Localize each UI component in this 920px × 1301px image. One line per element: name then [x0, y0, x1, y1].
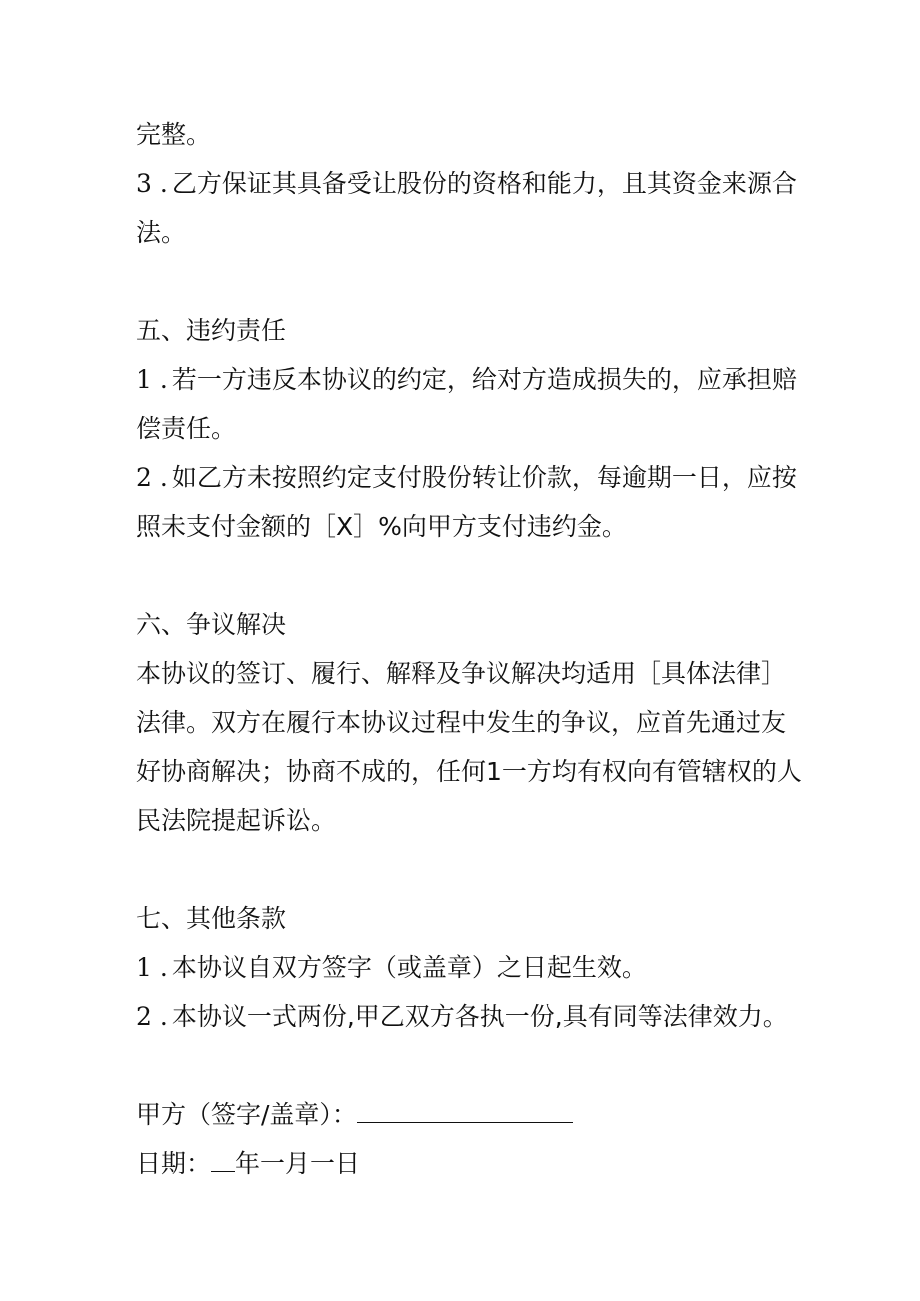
section5-item1-line1	[136, 355, 816, 404]
item-text: 本协议一式两份,甲乙双方各执一份,具有同等法律效力。	[171, 1002, 788, 1031]
item-number: 2 .	[136, 1002, 168, 1031]
date-year-blank[interactable]	[211, 1141, 235, 1172]
date-line	[136, 1139, 816, 1188]
section5-heading: 五、违约责任	[136, 316, 287, 345]
party-a-label: 甲方（签字/盖章）：	[136, 1100, 357, 1129]
paragraph-gap	[136, 845, 816, 894]
section6-line1: 本协议的签订、履行、解释及争议解决均适用［具体法律］	[136, 659, 787, 688]
date-label: 日期：	[136, 1149, 212, 1178]
paragraph-gap	[136, 257, 816, 306]
item-text: 本协议自双方签字（或盖章）之日起生效。	[171, 953, 647, 982]
item-text: 若一方违反本协议的约定，给对方造成损失的，应承担赔	[171, 365, 797, 394]
section5-item2-line1	[136, 453, 816, 502]
section5-item2-line2: 照未支付金额的［X］%向甲方支付违约金。	[136, 512, 627, 541]
item-text: 如乙方未按照约定支付股份转让价款，每逾期一日，应按	[171, 463, 797, 492]
item-number: 2 .	[136, 463, 168, 492]
party-a-signature-field[interactable]	[357, 1092, 573, 1123]
document-body	[136, 110, 816, 1188]
section6-line3: 好协商解决；协商不成的，任何1一方均有权向有管辖权的人	[136, 757, 802, 786]
section6-line2: 法律。双方在履行本协议过程中发生的争议，应首先通过友	[136, 708, 787, 737]
item-number: 1 .	[136, 365, 168, 394]
party-a-signature-line	[136, 1090, 816, 1139]
section5-item1-line2: 偿责任。	[136, 414, 237, 443]
section4-item3-line1	[136, 159, 816, 208]
paragraph-gap	[136, 551, 816, 600]
section6-line4: 民法院提起诉讼。	[136, 806, 337, 835]
item-text: 乙方保证其具备受让股份的资格和能力，且其资金来源合	[171, 169, 797, 198]
section7-item1	[136, 943, 816, 992]
item-number: 3 .	[136, 169, 168, 198]
section6-heading: 六、争议解决	[136, 610, 287, 639]
date-suffix: 年一月一日	[235, 1149, 361, 1178]
section7-item2	[136, 992, 816, 1041]
section4-item3-line2: 法。	[136, 218, 187, 247]
section7-heading: 七、其他条款	[136, 904, 287, 933]
paragraph-gap	[136, 1041, 816, 1090]
section4-continuation: 完整。	[136, 120, 212, 149]
item-number: 1 .	[136, 953, 168, 982]
